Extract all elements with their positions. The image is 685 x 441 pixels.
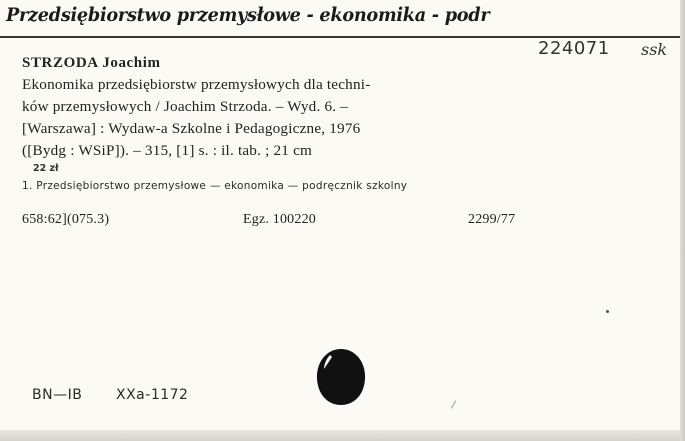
description-line: Ekonomika przedsiębiorstw przemysłowych dla techni- xyxy=(22,76,371,93)
card-bottom-edge xyxy=(0,430,685,441)
punch-hole-icon xyxy=(312,345,370,407)
price: 22 zł xyxy=(33,163,59,174)
bibliographic-description xyxy=(22,74,528,162)
udc-classification: 658:62](075.3) xyxy=(22,212,110,227)
call-number-suffix: ssk xyxy=(641,40,668,59)
registry-number: 2299/77 xyxy=(468,212,516,227)
subject-tracing: 1. Przedsiębiorstwo przemysłowe — ekonomika — podręcznik szkolny xyxy=(22,180,408,192)
description-line: [Warszawa] : Wydaw-a Szkolne i Pedagogiczne, 1976 xyxy=(22,120,361,137)
paper-speck xyxy=(606,310,609,313)
description-line: ([Bydg : WSiP]). – 315, [1] s. : il. tab. ; 21 cm xyxy=(22,142,313,159)
description-line: ków przemysłowych / Joachim Strzoda. – Wyd. 6. – xyxy=(22,98,349,115)
author-heading: STRZODA Joachim xyxy=(22,55,161,71)
call-number: 224071 xyxy=(538,38,610,59)
handwritten-subject-heading: Przedsiębiorstwo przemysłowe - ekonomika - podr xyxy=(6,4,490,26)
footer-publisher-code: BN—IB xyxy=(32,387,83,403)
paper-mark xyxy=(451,400,456,408)
card-right-edge xyxy=(680,0,685,441)
copy-number: Egz. 100220 xyxy=(243,212,316,227)
footer-series-code: XXa-1172 xyxy=(116,387,189,403)
